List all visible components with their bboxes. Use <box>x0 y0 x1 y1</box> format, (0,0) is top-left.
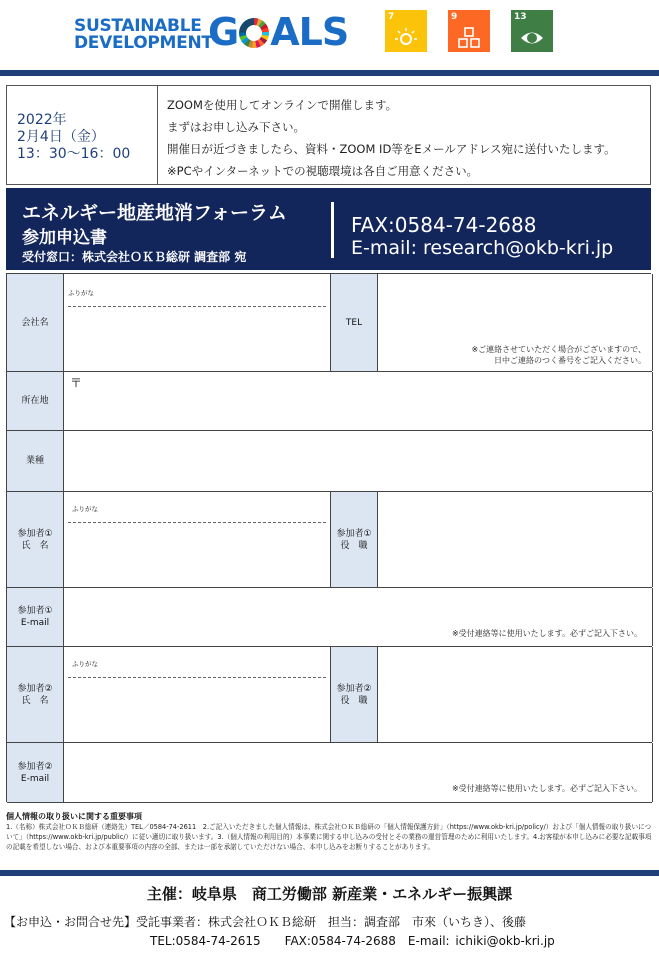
participant1-name-field[interactable] <box>64 492 331 587</box>
tel-label: TEL <box>331 274 378 371</box>
event-year: 2022年 <box>17 112 67 128</box>
participant1-email-row <box>7 588 652 647</box>
participant1-name-row <box>7 492 652 588</box>
participant1-title-field[interactable] <box>378 492 653 587</box>
company-label: 会社名 <box>7 274 64 371</box>
participant1-title-label <box>331 492 378 587</box>
participant2-title-field[interactable] <box>378 647 653 742</box>
label-line: 役 職 <box>340 695 368 706</box>
tile-number: 7 <box>388 12 395 22</box>
label-line: 参加者② <box>17 761 53 772</box>
form-title: 参加申込書 <box>22 228 107 248</box>
email-note: ※受付連絡等に使用いたします。必ずご記入下さい。 <box>451 784 642 793</box>
label-line: 参加者① <box>17 606 53 616</box>
sdg-line1: SUSTAINABLE <box>74 16 202 36</box>
email-address[interactable]: E-mail: research@okb-kri.jp <box>351 237 614 259</box>
label-line: E-mail <box>20 618 50 628</box>
goals-rest: ALS <box>270 10 349 54</box>
event-note: ZOOMを使用してオンラインで開催します。 <box>167 98 398 112</box>
organizer: 主催：岐阜県 商工労働部 新産業・エネルギー振興課 <box>146 885 513 903</box>
cubes-icon <box>457 27 481 49</box>
event-note: 開催日が近づきましたら、資料・ZOOM ID等をEメールアドレス宛に送付いたします。 <box>167 142 616 156</box>
participant1-name-label <box>7 492 64 587</box>
label-line: 参加者② <box>336 683 372 694</box>
application-banner <box>6 188 651 270</box>
participant2-name-label <box>7 647 64 742</box>
event-day: 2月4日（金） <box>17 129 105 145</box>
participant1-email-label <box>7 588 64 646</box>
tile-number: 13 <box>514 12 527 22</box>
company-row <box>7 274 652 372</box>
label-line: 氏 名 <box>21 540 49 551</box>
furigana-label: ふりがな <box>68 289 94 297</box>
tel-note-line: ※ご連絡させていただく場合がございますので、 <box>471 345 646 354</box>
sdg-wordmark <box>74 18 213 52</box>
footer-rule <box>0 870 659 876</box>
label-line: 参加者① <box>336 528 372 539</box>
goals-logo <box>208 12 348 52</box>
label-line: 参加者② <box>17 683 53 694</box>
sun-icon <box>394 27 418 49</box>
furigana-label: ふりがな <box>72 660 98 668</box>
participant2-email-label <box>7 743 64 802</box>
address-row <box>7 372 652 431</box>
event-date <box>17 112 130 163</box>
event-time: 13：30～16：00 <box>17 146 131 162</box>
tel-field[interactable] <box>378 274 653 371</box>
reception-desk: 受付窓口：株式会社ＯＫＢ総研 調査部 宛 <box>22 250 247 264</box>
event-info-box <box>6 85 651 185</box>
privacy-body: 1.（名称）株式会社ＯＫＢ総研（連絡先）TEL／0584-74-2611 2.ご記入いただきました個人情報は、株式会社ＯＫＢ総研の「個人情報保護方針」（https://www.okb-kri.jp/policy/）および「個人情報の取り扱いについて」（https://www.okb-kri.jp/public/）に従い適切に取り扱います。3.（個人情報の利用目的）本事業に関する申し込みの受付とその業務の運営管理のために利用いたします。4.お客様が本申し込みに必要な記載事項の記載を希望しない場合、および本重要事項の内容の全部、または一部を承諾していただけない場合、本申し込みをお断りすることがあります。 <box>6 823 652 851</box>
email-note: ※受付連絡等に使用いたします。必ずご記入下さい。 <box>451 629 642 638</box>
label-line: 役 職 <box>340 540 368 551</box>
event-note: ※PCやインターネットでの視聴環境は各自ご用意ください。 <box>167 164 479 178</box>
header-rule <box>0 70 659 76</box>
privacy-heading: 個人情報の取り扱いに関する重要事項 <box>6 812 142 821</box>
postal-mark: 〒 <box>70 376 83 390</box>
date-box <box>7 86 158 184</box>
tile-number: 9 <box>451 12 458 22</box>
sdg-line2: DEVELOPMENT <box>74 33 213 53</box>
furigana-divider <box>68 677 326 678</box>
industry-label: 業種 <box>7 431 64 491</box>
furigana-divider <box>68 306 326 307</box>
eye-globe-icon <box>520 27 544 49</box>
participant2-email-field[interactable] <box>64 743 653 802</box>
participant2-email-row <box>7 743 652 803</box>
event-notes <box>167 94 616 182</box>
company-field[interactable] <box>64 274 331 371</box>
furigana-divider <box>68 522 326 523</box>
banner-divider <box>331 202 334 258</box>
industry-field[interactable] <box>64 431 653 491</box>
contact-numbers: TEL:0584-74-2615 FAX:0584-74-2688 E-mail: ichiki@okb-kri.jp <box>150 934 555 948</box>
participant2-title-label <box>331 647 378 742</box>
goals-g: G <box>208 10 239 54</box>
label-line: E-mail <box>20 773 50 784</box>
event-note: まずはお申し込み下さい。 <box>167 120 305 134</box>
address-label: 所在地 <box>7 372 64 430</box>
forum-title: エネルギー地産地消フォーラム <box>22 202 287 224</box>
label-line: 氏 名 <box>21 695 49 706</box>
tel-note-line: 日中ご連絡のつく番号をご記入ください。 <box>494 356 646 365</box>
label-line: 参加者① <box>17 528 53 539</box>
fax-number: FAX:0584-74-2688 <box>351 213 537 237</box>
application-form <box>6 273 651 802</box>
participant1-email-field[interactable] <box>64 588 653 646</box>
sdg-tile-7 <box>385 10 427 52</box>
participant2-name-field[interactable] <box>64 647 331 742</box>
address-field[interactable] <box>64 372 653 430</box>
industry-row <box>7 431 652 492</box>
sdg-wheel-icon <box>239 18 269 48</box>
furigana-label: ふりがな <box>72 505 98 513</box>
tel-note <box>471 344 646 366</box>
participant2-name-row <box>7 647 652 743</box>
contact-info: 【お申込・お問合せ先】受託事業者：株式会社ＯＫＢ総研 担当：調査部 市來（いちき）、後藤 <box>4 915 527 929</box>
sdg-tile-9 <box>448 10 490 52</box>
sdg-tile-13 <box>511 10 553 52</box>
